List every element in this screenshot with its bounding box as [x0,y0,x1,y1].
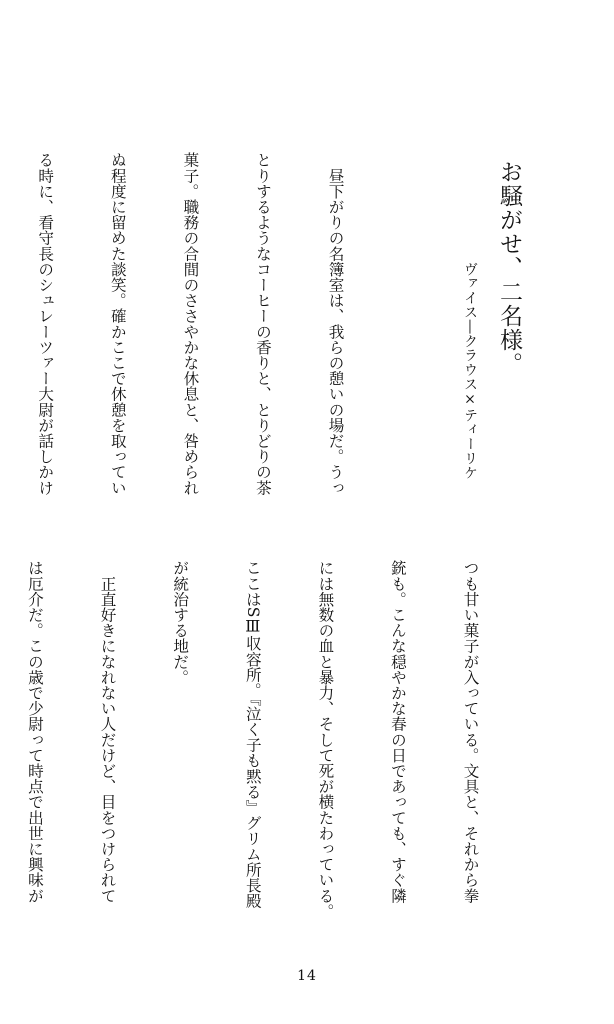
text-line: る時に、看守長のシュレーツァー大尉が話しかけ [36,152,55,496]
text-line: ぬ程度に留めた談笑。確かここで休憩を取ってい [108,152,127,496]
page-number: 14 [297,968,317,984]
text-line: とりするようなコーヒーの香りと、とりどりの茶 [253,152,272,496]
story-subtitle: ヴァイス―クラウス×ティーリケ [462,262,478,480]
text-line: つも甘い菓子が入っている。文具と、それから拳 [461,560,480,904]
text-block-upper [36,152,396,522]
text-line: が統治する地だ。 [171,560,190,685]
text-line: 菓子。職務の合間のささやかな休息と、咎められ [181,152,200,496]
story-title: お騒がせ、二名様。 [496,160,522,376]
text-line: 昼下がりの名簿室は、我らの憩いの場だ。うっ [326,152,345,496]
text-line: は厄介だ。この歳で少尉って時点で出世に興味が [25,560,44,904]
text-line: 正直好きになれない人だけど、目をつけられて [98,560,117,904]
text-block-lower [25,560,531,930]
text-line: には無数の血と暴力、そして死が横たわっている。 [316,560,335,919]
text-line: ここはSⅢ収容所。『泣く子も黙る』グリム所長殿 [243,560,262,909]
text-line: 銃も。こんな穏やかな春の日であっても、すぐ隣 [388,560,407,904]
